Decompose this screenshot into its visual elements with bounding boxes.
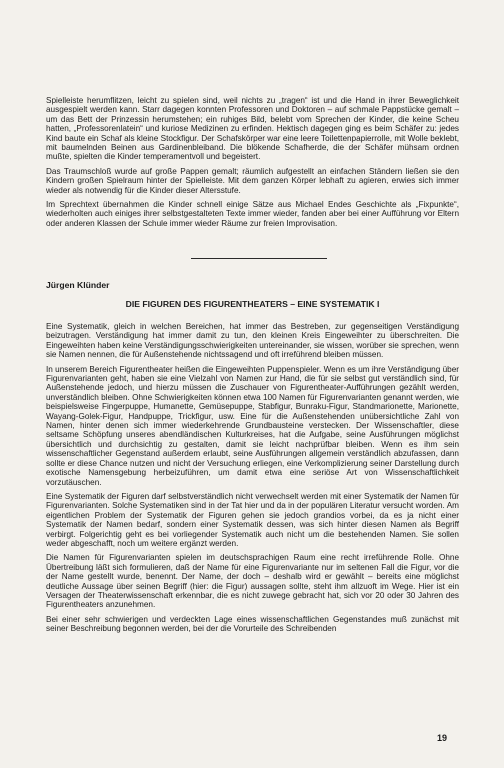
paragraph: Eine Systematik der Figuren darf selbstverständlich nicht verwechselt werden mit einer Systematik der Namen für Figurenvarianten. Solche Systematiken sind in der Tat hier und da in der populären Literatur versucht worden. Am eigentlichen Problem der Systematik der Figuren gehen sie jedoch grandios vorbei, da es ja nicht einer Systematik der Namen bedarf, sondern einer Systematik dessen, was sich hinter diesen Namen als Begriff verbirgt. Folgerichtig geht es bei vorliegender Systematik auch nicht um die bestehenden Namen. Sie sollen weder abgeschafft, noch um weitere ergänzt werden. — [46, 491, 459, 548]
author-name: Jürgen Klünder — [46, 280, 110, 290]
paragraph: In unserem Bereich Figurentheater heißen die Eingeweihten Puppenspieler. Wenn es um ihre Verständigung über Figurenvarianten geht, haben sie eine Vielzahl von Namen zur Hand, die für sie selbst gut verständlich sind, für Außenstehende jedoch, und hierzu müssen die Zuschauer von Figurentheater-Aufführungen gezählt werden, unverständlich bleiben. Ohne Schwierigkeiten können etwa 100 Namen für Figurenvarianten genannt werden, wie beispielsweise Fingerpuppe, Humanette, Gemüsepuppe, Stabfigur, Bunraku-Figur, Standmarionette, Marionette, Wayang-Golek-Figur, Handpuppe, Trickfigur, usw. Eine für die Außenstehenden unübersichtliche Zahl von Namen, hinter denen sich immer wiederkehrende Grundbausteine verstecken. Der Wissenschaftler, diese seltsame Schöpfung unseres abendländischen Kulturkreises, hat die Aufgabe, seine Ausführungen möglichst übersichtlich und durchsichtig zu gestalten, damit sie leicht nachprüfbar bleiben. Wenn es ihm sein wissenschaftlicher Gegenstand außerdem erlaubt, seine Ausführungen allgemein verständlich abzufassen, dann sollte er diese Chance nutzen und nicht der Versuchung erliegen, eine Verkomplizierung seiner Darstellung durch exotische Namensgebung herbeizuführen, um damit etwa eine seriöse Art von Wissenschaftlichkeit vorzutäuschen. — [46, 364, 459, 487]
paragraph: Eine Systematik, gleich in welchen Bereichen, hat immer das Bestreben, zur gegenseitigen Verständigung beizutragen. Verständigung hat immer damit zu tun, den kleinen Kreis Eingeweihter zu überschreiten. Die Eingeweihten haben keine Verständigungsschwierigkeiten untereinander, sie wissen, worüber sie sprechen, wenn sie Namen nennen, die für Außenstehende nichtssagend und oft irreführend bleiben müssen. — [46, 322, 459, 360]
section-title: DIE FIGUREN DES FIGURENTHEATERS – EINE SYSTEMATIK I — [125, 299, 380, 309]
page-number: 19 — [437, 733, 448, 743]
paragraph: Bei einer sehr schwierigen und verdeckten Lage eines wissenschaftlichen Gegenstandes muß zunächst mit seiner Beschreibung begonnen werden, bei der die Vorurteile des Schreibenden — [46, 614, 459, 634]
body-text-block — [46, 322, 459, 634]
paragraph: Spielleiste herumflitzen, leicht zu spielen sind, weil nichts zu „tragen“ ist und die Hand in ihrer Beweglichkeit ausgespielt werden kann. Starr dagegen konnten Professoren und Doktoren – auf schmale Pappstücke gemalt – um das Bett der Prinzessin herumstehen; ein ruhiges Bild, belebt vom Sprechen der Kinder, die keine Scheu hatten, „Professorenlatein“ und kuriose Medizinen zu erfinden. Hektisch dagegen ging es beim Schäfer zu: jedes Kind baute ein Schaf als kleine Stockfigur. Der Schafskörper war eine leere Toilettenpapierrolle, mit Wolle beklebt, mit baumelnden Beinen aus Gardinenbleiband. Die blökende Schafherde, die der Schäfer mühsam ordnen mußte, spielten die Kinder temperamentvoll und begeistert. — [46, 96, 459, 162]
paragraph: Das Traumschloß wurde auf große Pappen gemalt; räumlich aufgestellt an einfachen Ständern ließen sie den Kindern großen Spielraum hinter der Spielleiste. Mit dem ganzen Körper lebhaft zu agieren, erwies sich immer wieder als notwendig für die Kinder dieser Altersstufe. — [46, 166, 459, 195]
paragraph: Die Namen für Figurenvarianten spielen im deutschsprachigen Raum eine recht irreführende Rolle. Ohne Übertreibung läßt sich formulieren, daß der Name für eine Figurenvariante nur im seltenen Fall die Figur, vor die der Name gestellt wurde, benennt. Der Name, der doch – deshalb wird er gewählt – bereits eine möglichst deutliche Aussage über seinen Begriff (hier: die Figur) aussagen sollte, steht ihm allzuoft im Wege. Hier ist ein Versagen der Theaterwissenschaft erkennbar, die es nicht zuwege gebracht hat, sich vor 20 oder 30 Jahren des Figurentheaters anzunehmen. — [46, 553, 459, 610]
top-text-block — [46, 96, 459, 228]
paragraph: Im Sprechtext übernahmen die Kinder schnell einige Sätze aus Michael Endes Geschichte als „Fixpunkte“, wiederholten auch einiges ihrer selbstgestalteten Texte immer wieder, fanden aber bei einer Aufführung vor Eltern oder anderen Klassen der Schule immer wieder Räume zur freien Improvisation. — [46, 200, 459, 228]
section-divider — [191, 258, 327, 259]
